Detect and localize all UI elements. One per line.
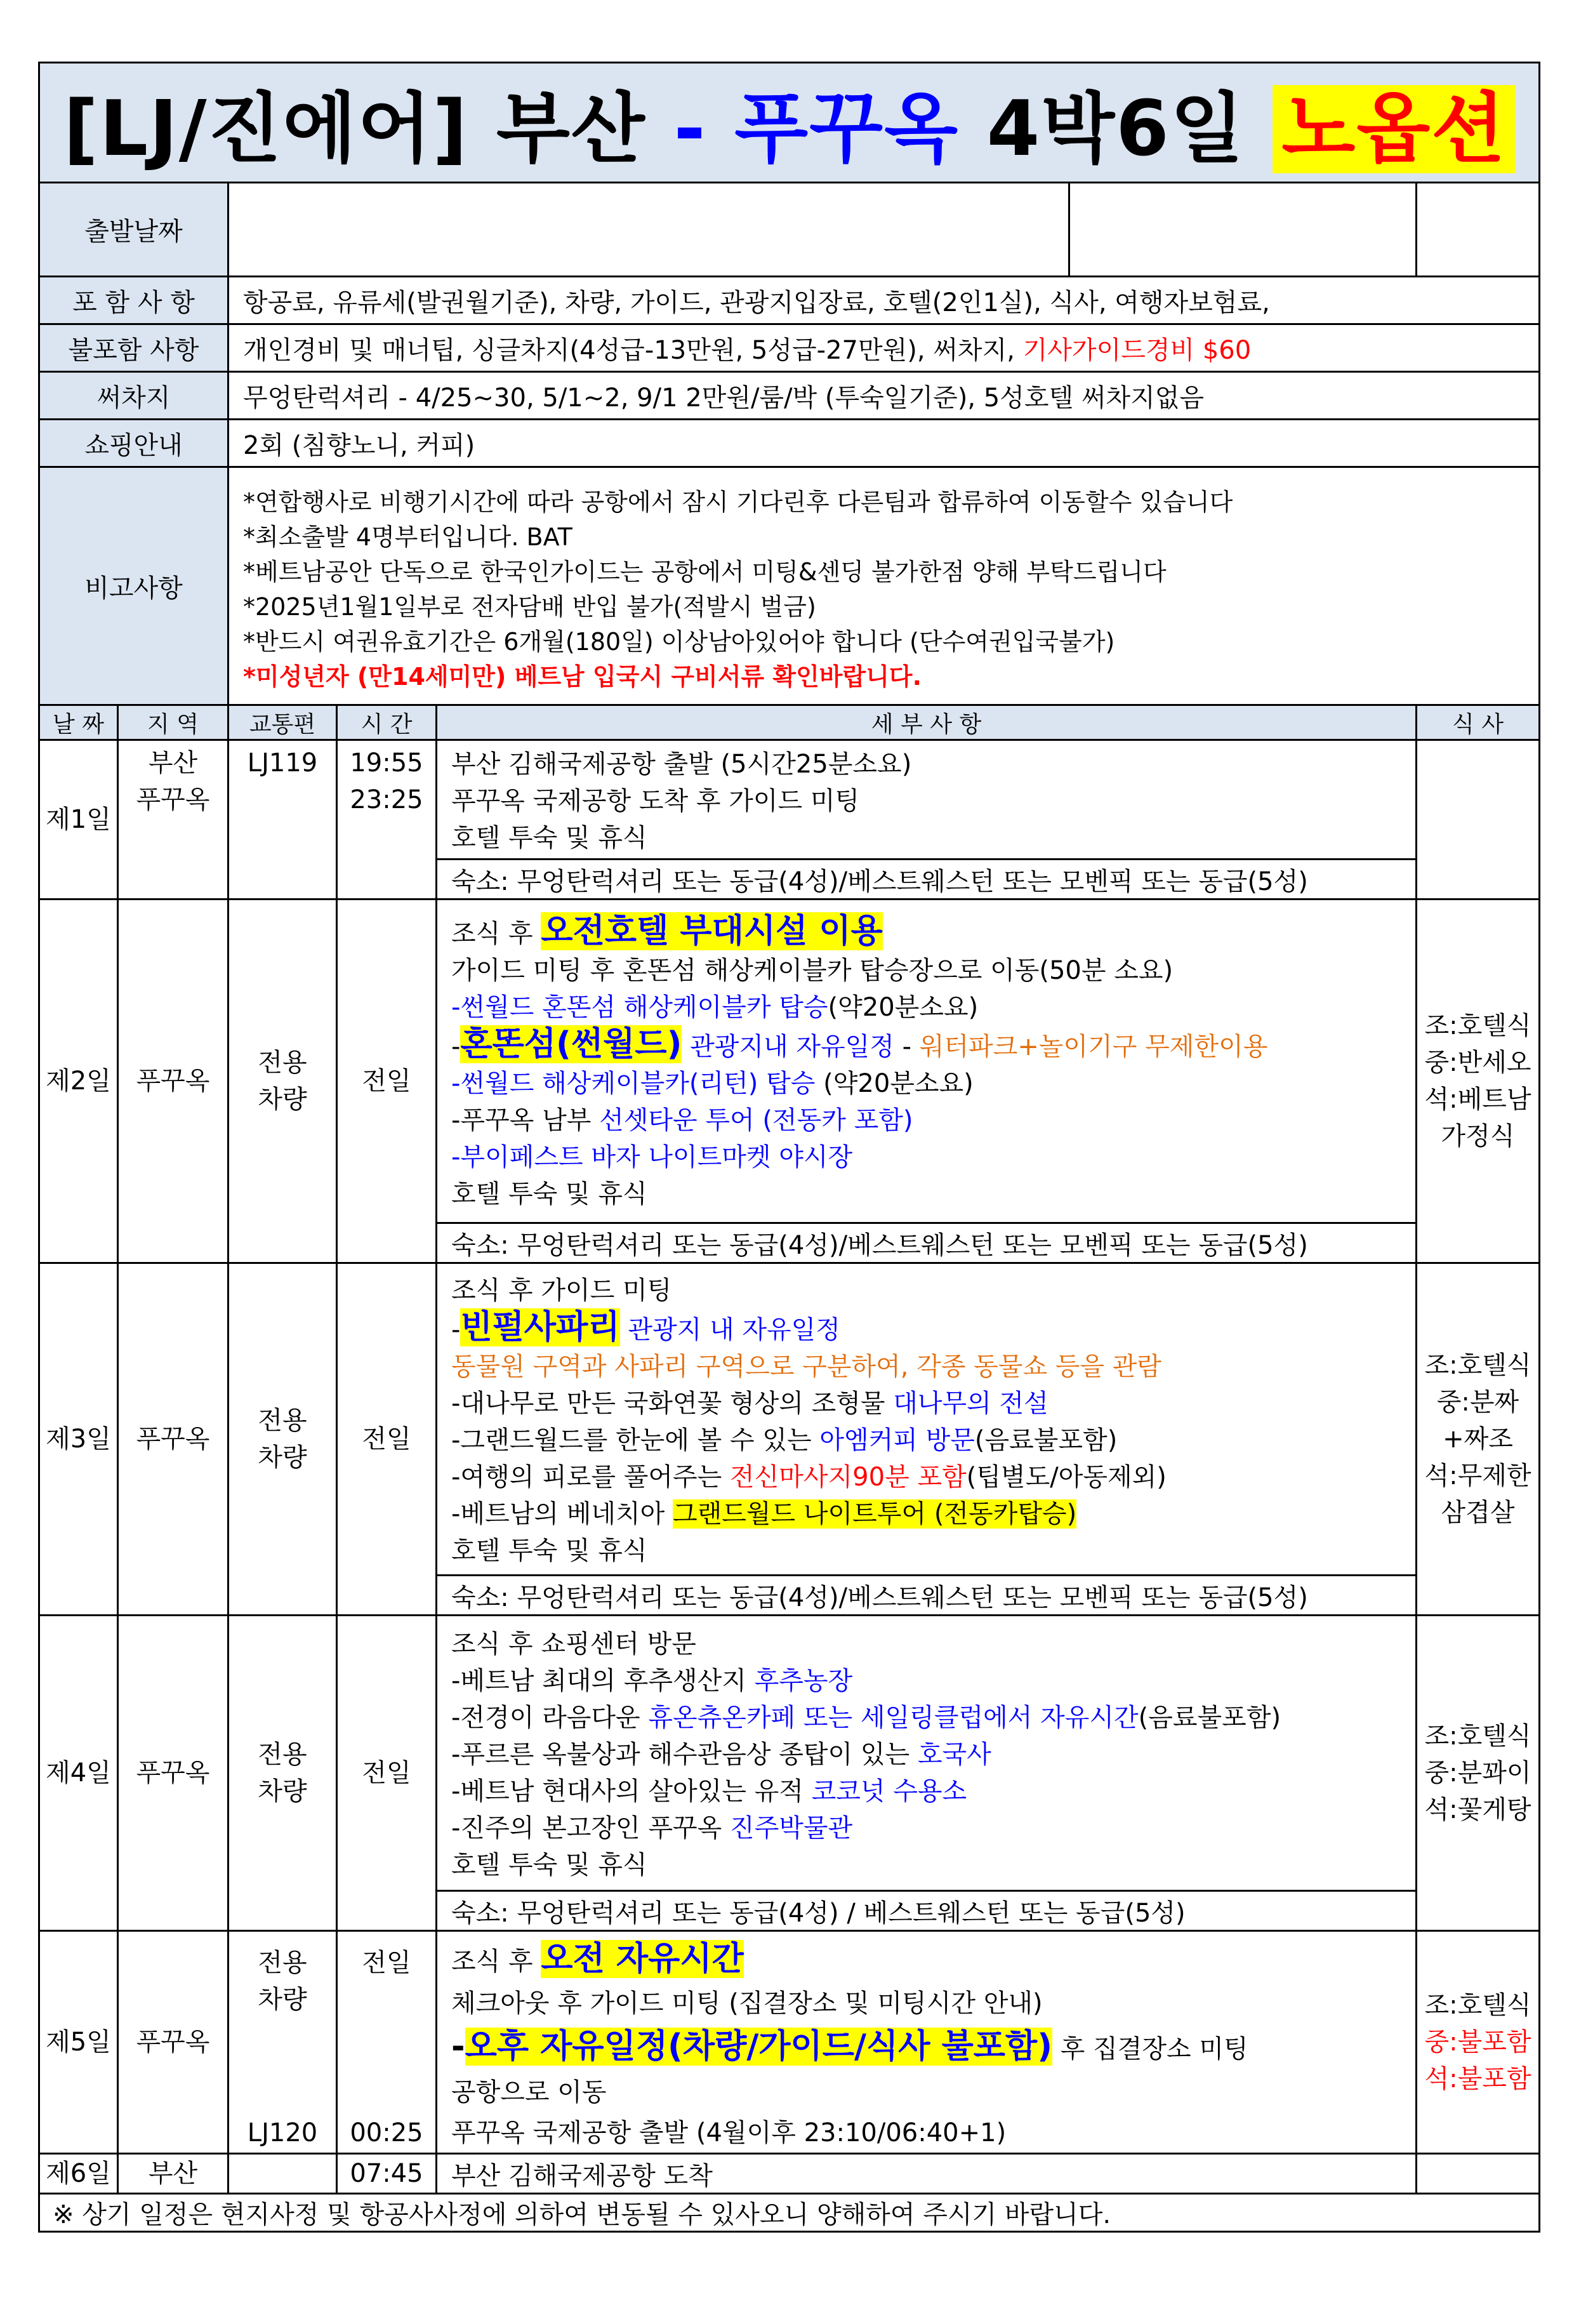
itinerary-table	[38, 62, 1540, 2233]
day5-depart-time: 00:25	[350, 2118, 423, 2148]
day3-stay: 숙소: 무엉탄럭셔리 또는 동급(4성)/베스트웨스턴 또는 모벤픽 또는 동급(5성)	[437, 1576, 1417, 1616]
day2-time: 전일	[337, 900, 437, 1263]
detail-line: 호텔 투숙 및 휴식	[451, 1179, 647, 1209]
header-date: 날 짜	[39, 705, 118, 740]
transport-word: 전용	[258, 1948, 307, 1977]
header-transport: 교통편	[228, 705, 337, 740]
header-meal: 식 사	[1417, 705, 1540, 740]
day2-details	[437, 900, 1417, 1223]
detail-line: 푸꾸옥 국제공항 도착 후 가이드 미팅	[451, 786, 860, 816]
header-time: 시 간	[337, 705, 437, 740]
day2-region: 푸꾸옥	[118, 900, 228, 1263]
detail-line: -여행의 피로를 풀어주는 전신마사지90분 포함(팁별도/아동제외)	[451, 1462, 1167, 1492]
transport-word: 차량	[258, 1777, 307, 1806]
detail-line: -진주의 본고장인 푸꾸옥 진주박물관	[451, 1813, 853, 1843]
day4-meal	[1417, 1616, 1540, 1931]
day3-region: 푸꾸옥	[118, 1263, 228, 1616]
day3-time: 전일	[337, 1263, 437, 1616]
meal-line: 삼겹살	[1441, 1498, 1515, 1527]
detail-line: 푸꾸옥 국제공항 출발 (4월이후 23:10/06:40+1)	[451, 2118, 1007, 2148]
transport-word: 차량	[258, 1443, 307, 1472]
shopping-value: 2회 (침향노니, 커피)	[228, 420, 1540, 467]
day6-time: 07:45	[337, 2154, 437, 2194]
note-line-minor: *미성년자 (만14세미만) 베트남 입국시 구비서류 확인바랍니다.	[243, 663, 922, 691]
title-part1: [LJ/진에어] 부산	[63, 85, 646, 173]
day4-region: 푸꾸옥	[118, 1616, 228, 1931]
surcharge-label: 써차지	[39, 372, 228, 420]
meal-line: 중:불포함	[1424, 2028, 1531, 2057]
footer-notice: ※ 상기 일정은 현지사정 및 항공사사정에 의하여 변동될 수 있사오니 양해하여 주시기 바랍니다.	[39, 2194, 1540, 2232]
header-region: 지 역	[118, 705, 228, 740]
note-line: *연합행사로 비행기시간에 따라 공항에서 잠시 기다린후 다른팀과 합류하여 이동할수 있습니다	[243, 488, 1233, 516]
day4-transport	[228, 1616, 337, 1931]
day1-region-from: 부산	[148, 748, 198, 778]
meal-line: 석:불포함	[1424, 2064, 1531, 2094]
detail-line: 호텔 투숙 및 휴식	[451, 823, 647, 853]
meal-line: 조:호텔식	[1424, 1011, 1531, 1040]
meal-line: +짜조	[1443, 1424, 1513, 1454]
detail-line: -빈펄사파리 관광지 내 자유일정	[451, 1308, 840, 1346]
detail-line: 호텔 투숙 및 휴식	[451, 1850, 647, 1880]
day2-transport	[228, 900, 337, 1263]
itinerary-sheet	[38, 62, 1538, 2233]
detail-line: -푸꾸옥 남부 선셋타운 투어 (전동카 포함)	[451, 1105, 913, 1135]
day6-region: 부산	[118, 2154, 228, 2194]
notes-block	[228, 467, 1540, 705]
day3-label: 제3일	[39, 1263, 118, 1616]
departure-cell	[228, 183, 1417, 277]
transport-word: 전용	[258, 1048, 307, 1077]
meal-line: 석:꽃게탕	[1424, 1795, 1531, 1824]
shopping-label: 쇼핑안내	[39, 420, 228, 467]
excluded-cell	[228, 324, 1540, 372]
excluded-value: 개인경비 및 매너팁, 싱글차지(4성급-13만원, 5성급-27만원), 써차지,	[243, 335, 1015, 365]
day4-stay: 숙소: 무엉탄럭셔리 또는 동급(4성) / 베스트웨스턴 또는 동급(5성)	[437, 1891, 1417, 1931]
transport-word: 차량	[258, 1985, 307, 2014]
detail-line: -대나무로 만든 국화연꽃 형상의 조형물 대나무의 전설	[451, 1388, 1048, 1418]
title-route: 푸꾸옥	[734, 85, 959, 173]
day4-details	[437, 1616, 1417, 1891]
note-line: *반드시 여권유효기간은 6개월(180일) 이상남아있어야 합니다 (단수여권입국불가)	[243, 628, 1115, 656]
detail-line: 조식 후 오전 자유시간	[451, 1940, 744, 1978]
day6-transport	[228, 2154, 337, 2194]
detail-line: -혼똔섬(썬월드) 관광지내 자유일정 - 워터파크+놀이기구 무제한이용	[451, 1025, 1268, 1063]
day5-label: 제5일	[39, 1931, 118, 2154]
detail-line: -부이페스트 바자 나이트마켓 야시장	[451, 1142, 853, 1172]
detail-line: 부산 김해국제공항 출발 (5시간25분소요)	[451, 749, 912, 779]
day5-meal	[1417, 1931, 1540, 2154]
transport-word: 차량	[258, 1085, 307, 1114]
title-duration: 4박6일	[986, 85, 1245, 173]
detail-line: 조식 후 쇼핑센터 방문	[451, 1629, 696, 1659]
note-line: *베트남공안 단독으로 한국인가이드는 공항에서 미팅&센딩 불가한점 양해 부탁드립니다	[243, 558, 1167, 586]
included-value: 항공료, 유류세(발권월기준), 차량, 가이드, 관광지입장료, 호텔(2인1실), 식사, 여행자보험료,	[228, 277, 1540, 324]
day3-details	[437, 1263, 1417, 1576]
day1-label: 제1일	[39, 740, 118, 900]
detail-line: 공항으로 이동	[451, 2078, 607, 2107]
day5-flight: LJ120	[247, 2118, 318, 2148]
day1-region-to: 푸꾸옥	[136, 785, 210, 814]
day2-label: 제2일	[39, 900, 118, 1263]
included-label: 포 함 사 항	[39, 277, 228, 324]
day3-transport	[228, 1263, 337, 1616]
day3-meal	[1417, 1263, 1540, 1616]
detail-line: -푸르른 옥불상과 해수관음상 종탑이 있는 호국사	[451, 1739, 991, 1769]
day1-details	[437, 740, 1417, 860]
departure-date-box	[229, 183, 1070, 276]
detail-line: 가이드 미팅 후 혼똔섬 해상케이블카 탑승장으로 이동(50분 소요)	[451, 955, 1174, 985]
detail-line: -베트남 현대사의 살아있는 유적 코코넛 수용소	[451, 1776, 967, 1806]
detail-line: -썬월드 혼똔섬 해상케이블카 탑승(약20분소요)	[451, 992, 979, 1022]
detail-line: 조식 후 가이드 미팅	[451, 1275, 672, 1305]
title-badge: 노옵션	[1273, 85, 1515, 173]
meal-line: 중:반세오	[1424, 1048, 1531, 1077]
day5-region: 푸꾸옥	[118, 1931, 228, 2154]
meal-line: 중:분짜	[1436, 1388, 1519, 1417]
day5-time	[337, 1931, 437, 2154]
meal-line: 석:무제한	[1424, 1461, 1531, 1491]
day1-stay: 숙소: 무엉탄럭셔리 또는 동급(4성)/베스트웨스턴 또는 모벤픽 또는 동급(5성)	[437, 860, 1417, 900]
day1-flight: LJ119	[228, 740, 337, 900]
day1-meal	[1417, 740, 1540, 900]
departure-label: 출발날짜	[39, 183, 228, 277]
day4-time: 전일	[337, 1616, 437, 1931]
day2-meal	[1417, 900, 1540, 1263]
day5-details	[437, 1931, 1417, 2154]
meal-line: 가정식	[1441, 1122, 1515, 1151]
day1-time	[337, 740, 437, 900]
title-dash: -	[673, 85, 707, 173]
day6-label: 제6일	[39, 2154, 118, 2194]
transport-word: 전용	[258, 1406, 307, 1435]
day1-region	[118, 740, 228, 900]
day6-details: 부산 김해국제공항 도착	[437, 2154, 1417, 2194]
note-line: *최소출발 4명부터입니다. BAT	[243, 523, 572, 551]
day5-transport	[228, 1931, 337, 2154]
day6-meal	[1417, 2154, 1540, 2194]
day5-time-allday: 전일	[362, 1948, 411, 1977]
detail-line: -베트남 최대의 후추생산지 후추농장	[451, 1666, 853, 1696]
meal-line: 조:호텔식	[1424, 1351, 1531, 1380]
excluded-label: 불포함 사항	[39, 324, 228, 372]
detail-line: -그랜드월드를 한눈에 볼 수 있는 아엠커피 방문(음료불포함)	[451, 1425, 1118, 1455]
detail-line: 체크아웃 후 가이드 미팅 (집결장소 및 미팅시간 안내)	[451, 1989, 1043, 2018]
detail-line: -썬월드 해상케이블카(리턴) 탑승 (약20분소요)	[451, 1068, 974, 1098]
meal-line: 조:호텔식	[1424, 1991, 1531, 2020]
notes-label: 비고사항	[39, 467, 228, 705]
detail-line: -베트남의 베네치아 그랜드월드 나이트투어 (전동카탑승)	[451, 1499, 1077, 1529]
departure-extra-box	[1070, 183, 1415, 276]
day2-stay: 숙소: 무엉탄럭셔리 또는 동급(4성)/베스트웨스턴 또는 모벤픽 또는 동급(5성)	[437, 1223, 1417, 1263]
departure-blank	[1417, 183, 1540, 277]
day4-label: 제4일	[39, 1616, 118, 1931]
surcharge-value: 무엉탄럭셔리 - 4/25~30, 5/1~2, 9/1 2만원/룸/박 (투숙일기준), 5성호텔 써차지없음	[228, 372, 1540, 420]
transport-word: 전용	[258, 1740, 307, 1769]
meal-line: 중:분꽈이	[1424, 1758, 1531, 1788]
header-details: 세 부 사 항	[437, 705, 1417, 740]
detail-line: 조식 후 오전호텔 부대시설 이용	[451, 912, 883, 950]
detail-line: 동물원 구역과 사파리 구역으로 구분하여, 각종 동물쇼 등을 관람	[451, 1351, 1162, 1381]
excluded-guide-fee: 기사가이드경비 $60	[1022, 335, 1252, 365]
detail-line: 호텔 투숙 및 휴식	[451, 1536, 647, 1565]
detail-line: -전경이 라음다운 휴온츄온카페 또는 세일링클럽에서 자유시간(음료불포함)	[451, 1703, 1281, 1732]
meal-line: 석:베트남	[1424, 1085, 1531, 1114]
detail-line: -오후 자유일정(차량/가이드/식사 불포함) 후 집결장소 미팅	[451, 2028, 1248, 2066]
day1-arrive-time: 23:25	[350, 785, 423, 814]
page-title	[39, 63, 1540, 183]
meal-line: 조:호텔식	[1424, 1722, 1531, 1751]
day1-depart-time: 19:55	[350, 748, 423, 778]
note-line: *2025년1월1일부로 전자담배 반입 불가(적발시 벌금)	[243, 593, 816, 621]
